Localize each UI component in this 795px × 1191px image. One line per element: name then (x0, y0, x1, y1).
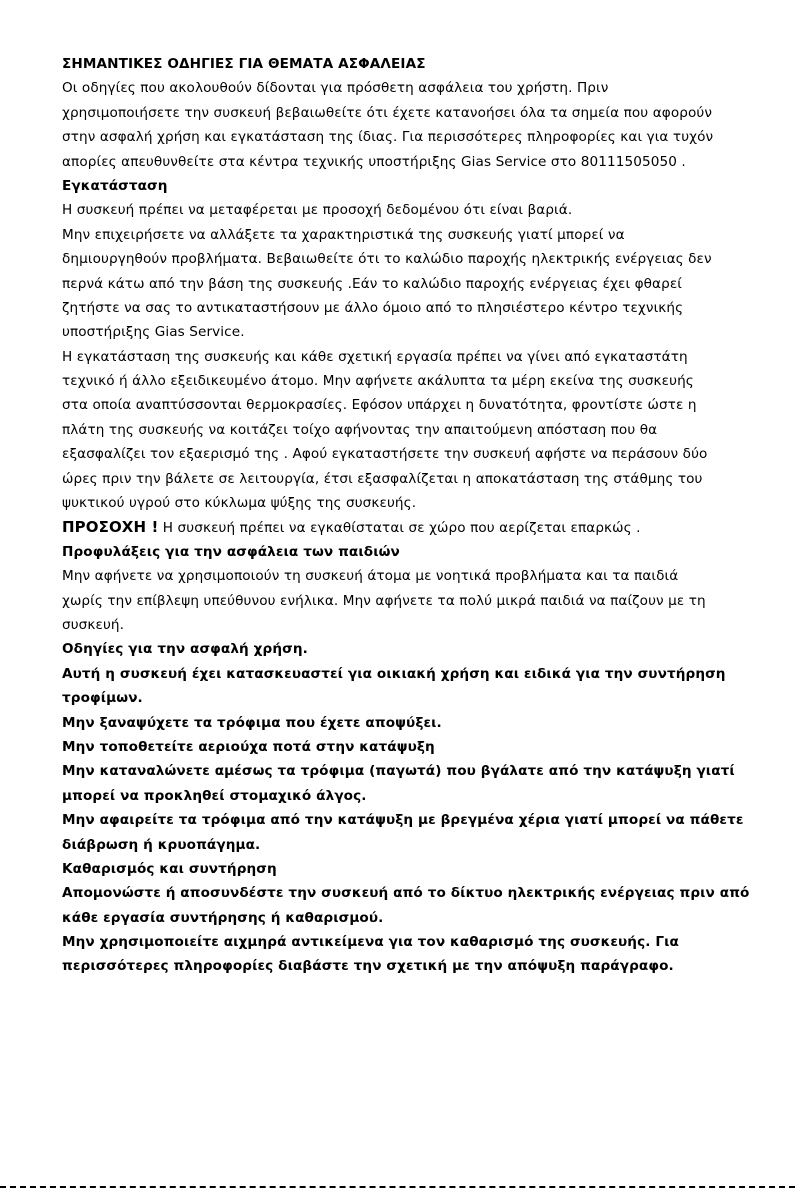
safe-use-line: Αυτή η συσκευή έχει κατασκευαστεί για οικιακή χρήση και ειδικά για την συντήρηση (62, 665, 726, 682)
intro-line: στην ασφαλή χρήση και εγκατάσταση της ίδιας. Για περισσότερες πληροφορίες και για τυχόν (62, 129, 714, 146)
installation-section (62, 198, 752, 515)
installation-line: Η συσκευή πρέπει να μεταφέρεται με προσοχή δεδομένου ότι είναι βαριά. (62, 202, 573, 219)
installation-line: υποστήριξης Gias Service. (62, 324, 245, 341)
cleaning-section (62, 881, 752, 979)
cleaning-line: Μην χρησιμοποιείτε αιχμηρά αντικείμενα για τον καθαρισμό της συσκευής. Για (62, 934, 679, 951)
installation-line: δημιουργηθούν προβλήματα. Βεβαιωθείτε ότι το καλώδιο παροχής ηλεκτρικής ενέργειας δεν (62, 251, 712, 268)
safe-use-line: Μην τοποθετείτε αεριούχα ποτά στην κατάψυξη (62, 738, 435, 755)
children-safety-line: χωρίς την επίβλεψη υπεύθυνου ενήλικα. Μην αφήνετε τα πολύ μικρά παιδιά να παίζουν με τη (62, 592, 706, 609)
installation-line: Μην επιχειρήσετε να αλλάξετε τα χαρακτηριστικά της συσκευής γιατί μπορεί να (62, 226, 625, 243)
safe-use-heading: Οδηγίες για την ασφαλή χρήση. (62, 641, 308, 658)
cleaning-heading: Καθαρισμός και συντήρηση (62, 860, 277, 877)
intro-line: χρησιμοποιήσετε την συσκευή βεβαιωθείτε ότι έχετε κατανοήσει όλα τα σημεία που αφορούν (62, 104, 713, 121)
intro-line: Οι οδηγίες που ακολουθούν δίδονται για πρόσθετη ασφάλεια του χρήστη. Πριν (62, 80, 609, 97)
bottom-dashed-rule (0, 1186, 795, 1191)
document-page (62, 52, 752, 979)
installation-line: εξασφαλίζει τον εξαερισμό της . Αφού εγκαταστήσετε την συσκευή αφήστε να περάσουν δύο (62, 446, 708, 463)
installation-line: ώρες πριν την βάλετε σε λειτουργία, έτσι εξασφαλίζεται η αποκατάσταση της στάθμης του (62, 470, 703, 487)
installation-line: περνά κάτω από την βάση της συσκευής .Εάν το καλώδιο παροχής ενέργειας έχει φθαρεί (62, 275, 682, 292)
safe-use-line: τροφίμων. (62, 690, 143, 707)
intro-line: απορίες απευθυνθείτε στα κέντρα τεχνικής υποστήριξης Gias Service στο 80111505050 . (62, 153, 686, 170)
installation-line: στα οποία αναπτύσσονται θερμοκρασίες. Εφόσον υπάρχει η δυνατότητα, φροντίστε ώστε η (62, 397, 697, 414)
intro-paragraph (62, 76, 752, 174)
installation-line: ψυκτικού υγρού στο κύκλωμα ψύξης της συσκευής. (62, 495, 417, 512)
safe-use-section (62, 662, 752, 857)
installation-line: Η εγκατάσταση της συσκευής και κάθε σχετική εργασία πρέπει να γίνει από εγκαταστάτη (62, 348, 688, 365)
installation-line: τεχνικό ή άλλο εξειδικευμένο άτομο. Μην αφήνετε ακάλυπτα τα μέρη εκείνα της συσκευής (62, 373, 694, 390)
cleaning-line: Απομονώστε ή αποσυνδέστε την συσκευή από το δίκτυο ηλεκτρικής ενέργειας πριν από (62, 885, 750, 902)
safe-use-line: μπορεί να προκληθεί στομαχικό άλγος. (62, 787, 367, 804)
children-safety-section (62, 564, 752, 637)
cleaning-line: περισσότερες πληροφορίες διαβάστε την σχετική με την απόψυξη παράγραφο. (62, 958, 674, 975)
installation-heading: Εγκατάσταση (62, 177, 168, 194)
safe-use-line: Μην καταναλώνετε αμέσως τα τρόφιμα (παγωτά) που βγάλατε από την κατάψυξη γιατί (62, 763, 735, 780)
children-safety-line: συσκευή. (62, 616, 125, 633)
installation-line: πλάτη της συσκευής να κοιτάζει τοίχο αφήνοντας την απαιτούμενη απόσταση που θα (62, 421, 658, 438)
warning-line (62, 515, 752, 539)
children-safety-heading: Προφυλάξεις για την ασφάλεια των παιδιών (62, 543, 400, 560)
children-safety-line: Μην αφήνετε να χρησιμοποιούν τη συσκευή άτομα με νοητικά προβλήματα και τα παιδιά (62, 568, 679, 585)
safe-use-line: Μην ξαναψύχετε τα τρόφιμα που έχετε αποψύξει. (62, 714, 442, 731)
cleaning-line: κάθε εργασία συντήρησης ή καθαρισμού. (62, 909, 384, 926)
warning-label: ΠΡΟΣΟΧΗ ! (62, 518, 159, 537)
safe-use-line: διάβρωση ή κρυοπάγημα. (62, 836, 261, 853)
warning-text: Η συσκευή πρέπει να εγκαθίσταται σε χώρο που αερίζεται επαρκώς . (158, 520, 641, 537)
safe-use-line: Μην αφαιρείτε τα τρόφιμα από την κατάψυξη με βρεγμένα χέρια γιατί μπορεί να πάθετε (62, 812, 744, 829)
installation-line: ζητήστε να σας το αντικαταστήσουν με άλλο όμοιο από το πλησιέστερο κέντρο τεχνικής (62, 299, 684, 316)
document-title: ΣΗΜΑΝΤΙΚΕΣ ΟΔΗΓΙΕΣ ΓΙΑ ΘΕΜΑΤΑ ΑΣΦΑΛΕΙΑΣ (62, 56, 426, 72)
